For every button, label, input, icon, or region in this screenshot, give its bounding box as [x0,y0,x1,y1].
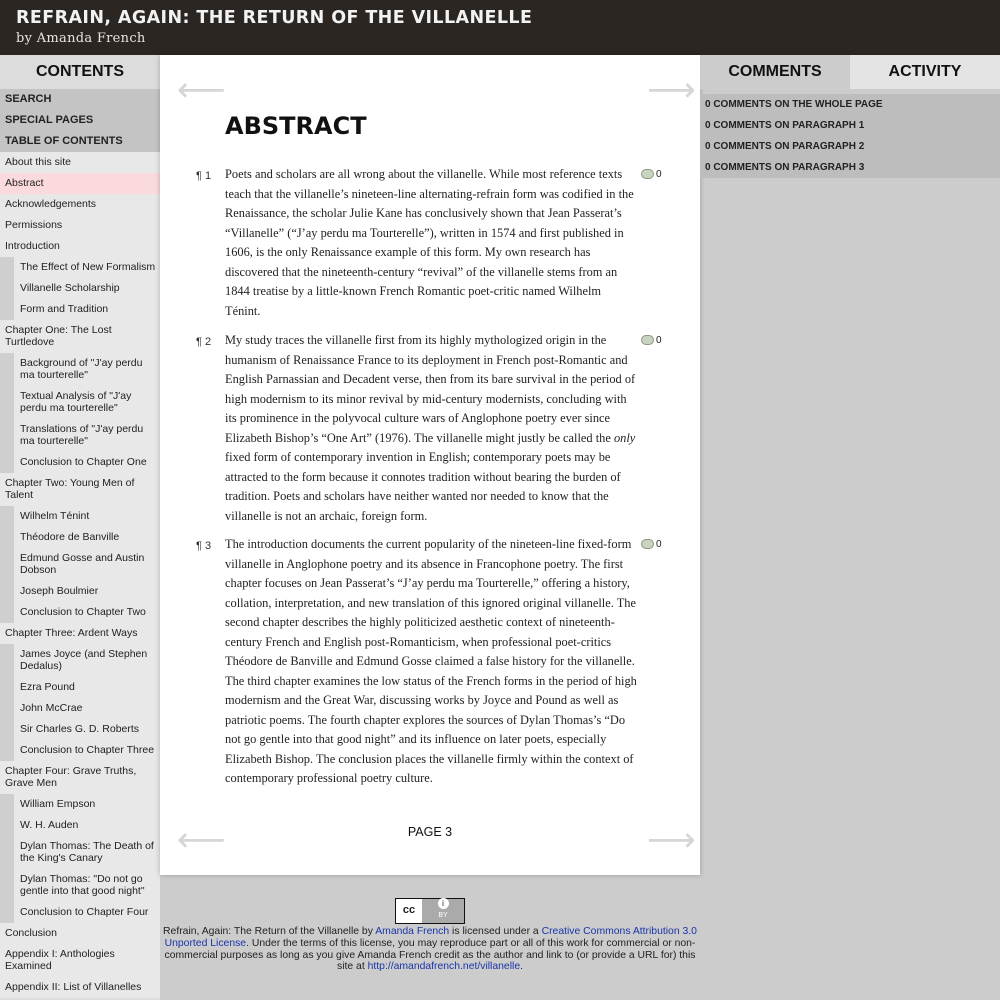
footer-licensed: is licensed under a [449,926,542,937]
attribution-icon: i [438,898,449,909]
toc-item[interactable]: The Effect of New Formalism [0,257,160,278]
license-footer [160,898,700,973]
toc-item[interactable]: Edmund Gosse and Austin Dobson [0,548,160,581]
paragraph-2 [225,331,637,526]
toc-item[interactable]: Wilhelm Ténint [0,506,160,527]
comments-paragraph-2[interactable]: 0 COMMENTS ON PARAGRAPH 2 [705,141,865,152]
toc-item[interactable]: Appendix II: List of Villanelles [5,981,142,993]
toc-item[interactable]: Chapter Three: Ardent Ways [5,627,138,639]
toc-item[interactable]: Permissions [5,219,63,231]
creative-commons-badge[interactable] [395,898,465,924]
footer-by: by [359,926,376,937]
page-title: ABSTRACT [225,112,367,140]
toc-item[interactable]: Abstract [0,173,160,194]
comment-count: 0 [656,169,662,180]
toc-item[interactable]: Chapter Four: Grave Truths, Grave Men [5,765,137,789]
toc-item[interactable]: Théodore de Banville [0,527,160,548]
author-link[interactable]: Amanda French [375,926,450,937]
nav-special-pages[interactable]: SPECIAL PAGES [0,110,160,131]
cc-icon: cc [396,899,422,923]
next-page-arrow-top[interactable]: ⟶ [647,70,696,110]
comment-count: 0 [656,335,662,346]
toc-item[interactable]: Acknowledgements [5,198,97,210]
paragraph-2-text: My study traces the villanelle first from its highly mythologized origin in the humanism of Renaissance France to its deployment in French post-Romantic and English Parnassian and Decadent verse, then from its bare survival in the period of high modernism to its minor revival by mid-century modernists, concluding with its prominence in the polyvocal culture wars of Anglophone poetry ever since Elizabeth Bishop’s “One Art” (1976). The villanelle might justly be called the [225,333,636,445]
toc-item[interactable]: Conclusion [5,927,57,939]
footer-terms: . Under the terms of this license, you may reproduce part or all of this work for commercial or non-commercial purposes as long as you give Amanda French credit as the author and link to (or provide a URL for) this site at [164,937,696,973]
toc-item[interactable]: Chapter Two: Young Men of Talent [5,477,135,501]
site-byline: by Amanda French [16,31,146,46]
contents-sidebar [0,55,160,1000]
toc-item[interactable]: Joseph Boulmier [0,581,160,602]
paragraph-number: ¶ 3 [196,540,212,552]
toc-item[interactable]: Textual Analysis of "J'ay perdu ma tourterelle" [0,386,160,419]
toc-item[interactable]: About this site [5,156,71,168]
toc-item[interactable]: Translations of "J'ay perdu ma tourterelle" [0,419,160,452]
toc-item[interactable]: Ezra Pound [0,677,160,698]
contents-heading: CONTENTS [0,55,160,89]
prev-page-arrow-top[interactable]: ⟵ [177,70,226,110]
tab-comments[interactable]: COMMENTS [700,55,850,89]
paragraph-3: The introduction documents the current popularity of the nineteen-line fixed-form villanelle in Anglophone poetry and its absence in Francophone poetry. The first chapter focuses on Jean Passerat’s “J’ay perdu ma Tourterelle,” offering a history, collation, interpretation, and new translation of this ignored original villanelle. The second chapter describes the highly politicized aesthetic context of nineteenth-century French and English post-Romanticism, when professional poet-critics Théodore de Banville and Edmund Gosse claimed a false history for the villanelle. The third chapter examines the low status of the French forms in the period of high modernism and the Great War, discussing works by Joyce and Pound as well as patriotic poems. The fourth chapter explores the sources of Dylan Thomas’s “Do not go gentle into that good night” and its influence on later poets, especially Elizabeth Bishop. The conclusion places the villanelle firmly within the context of contemporary professional poetry culture. [225,537,637,785]
toc-item[interactable]: Conclusion to Chapter Two [0,602,160,623]
paragraph-comment-count[interactable] [641,539,662,550]
comment-count: 0 [656,539,662,550]
cc-by-label: BY [438,912,448,920]
paragraph-comment-count[interactable] [641,335,662,346]
comments-paragraph-1[interactable]: 0 COMMENTS ON PARAGRAPH 1 [705,120,865,131]
comment-bubble-icon [641,335,654,345]
toc-item[interactable]: James Joyce (and Stephen Dedalus) [0,644,160,677]
page-number-label: PAGE 3 [407,825,453,839]
comment-bubble-icon [641,539,654,549]
content-page [160,55,700,875]
nav-table-of-contents[interactable]: TABLE OF CONTENTS [0,131,160,152]
paragraph-1: Poets and scholars are all wrong about the villanelle. While most reference texts teach that the villanelle’s nineteen-line alternating-refrain form was codified in the Renaissance, the scholar Julie Kane has conclusively shown that Jean Passerat’s “Villanelle” (“J’ay perdu ma Tourterelle”), written in 1574 and first published in 1606, is the only Renaissance example of this form. My own research has discovered that the nineteenth-century “revival” of the villanelle stems from an 1844 treatise by a little-known French Romantic poet-critic named Wilhelm Ténint. [225,167,634,318]
comment-bubble-icon [641,169,654,179]
site-url-link[interactable]: http://amandafrench.net/villanelle [367,961,521,973]
toc-item[interactable]: Villanelle Scholarship [0,278,160,299]
paragraph-2-emphasis: only [613,430,636,445]
nav-search[interactable]: SEARCH [0,89,160,110]
comments-paragraph-3[interactable]: 0 COMMENTS ON PARAGRAPH 3 [705,162,865,173]
license-link[interactable]: Creative Commons Attribution 3.0 Unported License [164,926,697,949]
tab-activity[interactable]: ACTIVITY [850,55,1000,89]
site-title[interactable]: REFRAIN, AGAIN: THE RETURN OF THE VILLANELLE [16,8,533,28]
comments-whole-page[interactable]: 0 COMMENTS ON THE WHOLE PAGE [705,99,883,110]
toc-item[interactable]: Form and Tradition [0,299,160,320]
prev-page-arrow-bottom[interactable]: ⟵ [177,820,226,860]
toc-item[interactable]: Conclusion to Chapter One [0,452,160,473]
right-tabs [700,55,1000,89]
site-header [0,0,1000,55]
toc-item[interactable]: Background of "J'ay perdu ma tourterelle" [0,353,160,386]
paragraph-number: ¶ 1 [196,170,212,182]
toc-item[interactable]: William Empson [0,794,160,815]
toc-item[interactable]: Dylan Thomas: "Do not go gentle into that good night" [0,869,160,902]
toc-item[interactable]: Appendix I: Anthologies Examined [5,948,115,972]
footer-end: . [520,961,523,973]
cc-by-icon [422,899,464,923]
toc-item[interactable]: John McCrae [0,698,160,719]
paragraph-number: ¶ 2 [196,336,212,348]
comments-list [700,94,1000,178]
footer-work-title: Refrain, Again: The Return of the Villanelle [163,926,360,937]
toc-item[interactable]: Sir Charles G. D. Roberts [0,719,160,740]
toc-item[interactable]: Dylan Thomas: The Death of the King's Canary [0,836,160,869]
toc-item[interactable]: Introduction [5,240,60,252]
next-page-arrow-bottom[interactable]: ⟶ [647,820,696,860]
toc-item[interactable]: Conclusion to Chapter Three [0,740,160,761]
toc-item[interactable]: Conclusion to Chapter Four [0,902,160,923]
toc-list [0,152,160,998]
toc-item[interactable]: Chapter One: The Lost Turtledove [5,324,112,348]
paragraph-2-text-cont: fixed form of contemporary invention in English; contemporary poets may be attracted to the form because it connotes tradition without bearing the burden of tradition. Poets and scholars have neither wanted nor needed to know that the villanelle is not an archaic, foreign form. [225,450,621,523]
paragraph-comment-count[interactable] [641,169,662,180]
toc-item[interactable]: W. H. Auden [0,815,160,836]
